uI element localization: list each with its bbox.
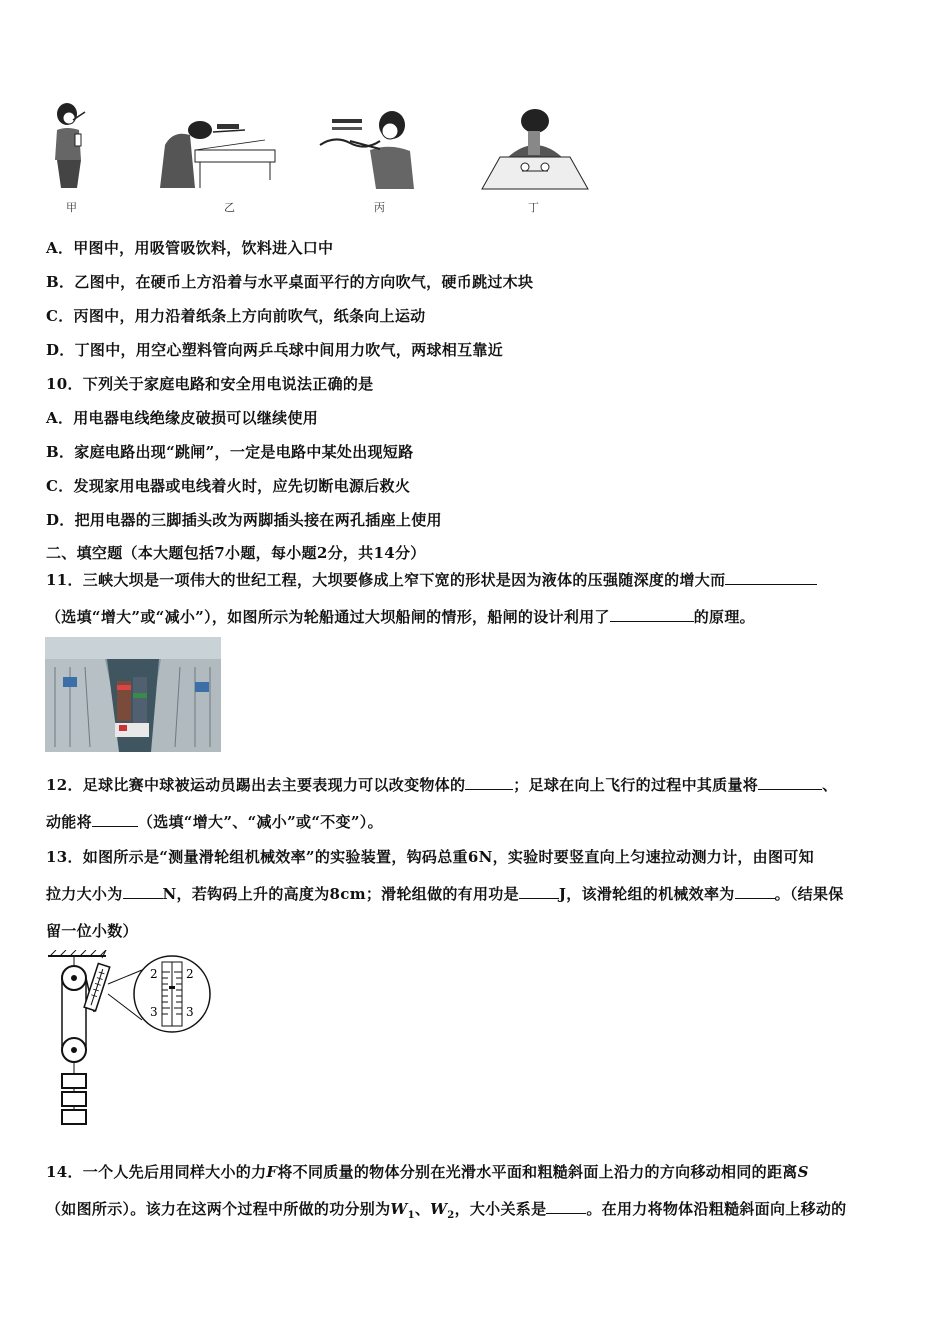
q12-text2b: （选填“增大”、“减小”或“不变”）。 (137, 813, 383, 831)
q9-option-c: C．丙图中，用力沿着纸条上方向前吹气，纸条向上运动 (46, 307, 426, 325)
illustration-bing (310, 105, 420, 190)
q10-stem: 10．下列关于家庭电路和安全用电说法正确的是 (46, 375, 374, 393)
scale-label-left-3: 3 (150, 1005, 158, 1019)
q14-text2a: （如图所示）。该力在这两个过程中所做的功分别为 (46, 1200, 391, 1218)
q11-blank2[interactable] (610, 607, 694, 622)
q12-line1 (46, 774, 837, 795)
q12-blank2[interactable] (758, 775, 822, 790)
ship-lock-photo (45, 637, 221, 752)
figure-four-experiments (40, 95, 600, 215)
caption-bing: 丙 (374, 201, 385, 214)
scale-label-right-2: 2 (186, 967, 194, 981)
q13-text2b: N，若钩码上升的高度为8cm；滑轮组做的有用功是 (162, 885, 519, 903)
q11-text2b: 的原理。 (693, 608, 755, 626)
pulley-diagram (44, 950, 214, 1130)
illustration-ding (480, 105, 590, 190)
caption-yi: 乙 (224, 201, 235, 214)
q9-option-a: A．甲图中，用吸管吸饮料，饮料进入口中 (46, 239, 334, 257)
q11-line1 (46, 569, 817, 590)
q12-text1b: ；足球在向上飞行的过程中其质量将 (513, 776, 759, 794)
q13-blank3[interactable] (735, 884, 775, 899)
q13-line1: 13．如图所示是“测量滑轮组机械效率”的实验装置，钩码总重6N，实验时要竖直向上匀速拉动测力计，由图可知 (46, 848, 814, 866)
q14-line1 (46, 1161, 809, 1182)
q14-var-f: F (266, 1163, 278, 1181)
q14-sep: 、 (414, 1200, 431, 1218)
q13-line3: 留一位小数） (46, 922, 138, 940)
q13-blank1[interactable] (123, 884, 163, 899)
section-heading-fill-in: 二、填空题（本大题包括7小题，每小题2分，共14分） (46, 544, 426, 562)
q14-text1b: 将不同质量的物体分别在光滑水平面和粗糙斜面上沿力的方向移动相同的距离 (277, 1163, 798, 1181)
q13-line2 (46, 883, 844, 904)
q14-var-w1: W (390, 1200, 408, 1218)
q14-var-w2: W (430, 1200, 448, 1218)
caption-jia: 甲 (66, 201, 77, 214)
q10-option-b: B．家庭电路出现“跳闸”，一定是电路中某处出现短路 (46, 443, 414, 461)
illustration-yi (155, 110, 280, 190)
q11-text1: 11．三峡大坝是一项伟大的世纪工程，大坝要修成上窄下宽的形状是因为液体的压强随深度的增大而 (46, 571, 726, 589)
q14-sub1: 1 (407, 1210, 415, 1221)
scale-label-right-3: 3 (186, 1005, 194, 1019)
caption-ding: 丁 (528, 201, 539, 214)
q11-blank1[interactable] (725, 570, 817, 585)
q14-line2 (46, 1198, 846, 1221)
scale-label-left-2: 2 (150, 967, 158, 981)
q14-text2b: ，大小关系是 (454, 1200, 547, 1218)
q14-text1a: 14．一个人先后用同样大小的力 (46, 1163, 267, 1181)
q14-sub2: 2 (447, 1210, 455, 1221)
q12-text1a: 12．足球比赛中球被运动员踢出去主要表现力可以改变物体的 (46, 776, 466, 794)
q13-blank2[interactable] (519, 884, 559, 899)
q10-option-d: D．把用电器的三脚插头改为两脚插头接在两孔插座上使用 (46, 511, 442, 529)
q12-text1c: 、 (822, 776, 838, 794)
q14-text2c: 。在用力将物体沿粗糙斜面向上移动的 (586, 1200, 847, 1218)
q10-option-a: A．用电器电线绝缘皮破损可以继续使用 (46, 409, 319, 427)
q14-var-s: S (797, 1163, 809, 1181)
q12-line2 (46, 811, 383, 832)
q11-text2a: （选填“增大”或“减小”），如图所示为轮船通过大坝船闸的情形，船闸的设计利用了 (46, 608, 610, 626)
q13-text2d: 。（结果保 (774, 885, 844, 903)
q13-text2c: J，该滑轮组的机械效率为 (558, 885, 735, 903)
q9-option-d: D．丁图中，用空心塑料管向两乒乓球中间用力吹气，两球相互靠近 (46, 341, 504, 359)
q12-blank1[interactable] (465, 775, 513, 790)
q11-line2 (46, 606, 755, 627)
q14-blank1[interactable] (546, 1199, 586, 1214)
q9-option-b: B．乙图中，在硬币上方沿着与水平桌面平行的方向吹气，硬币跳过木块 (46, 273, 534, 291)
q10-option-c: C．发现家用电器或电线着火时，应先切断电源后救火 (46, 477, 411, 495)
illustration-jia (45, 100, 105, 190)
q12-blank3[interactable] (92, 812, 138, 827)
q13-text2a: 拉力大小为 (46, 885, 123, 903)
q12-text2a: 动能将 (46, 813, 92, 831)
